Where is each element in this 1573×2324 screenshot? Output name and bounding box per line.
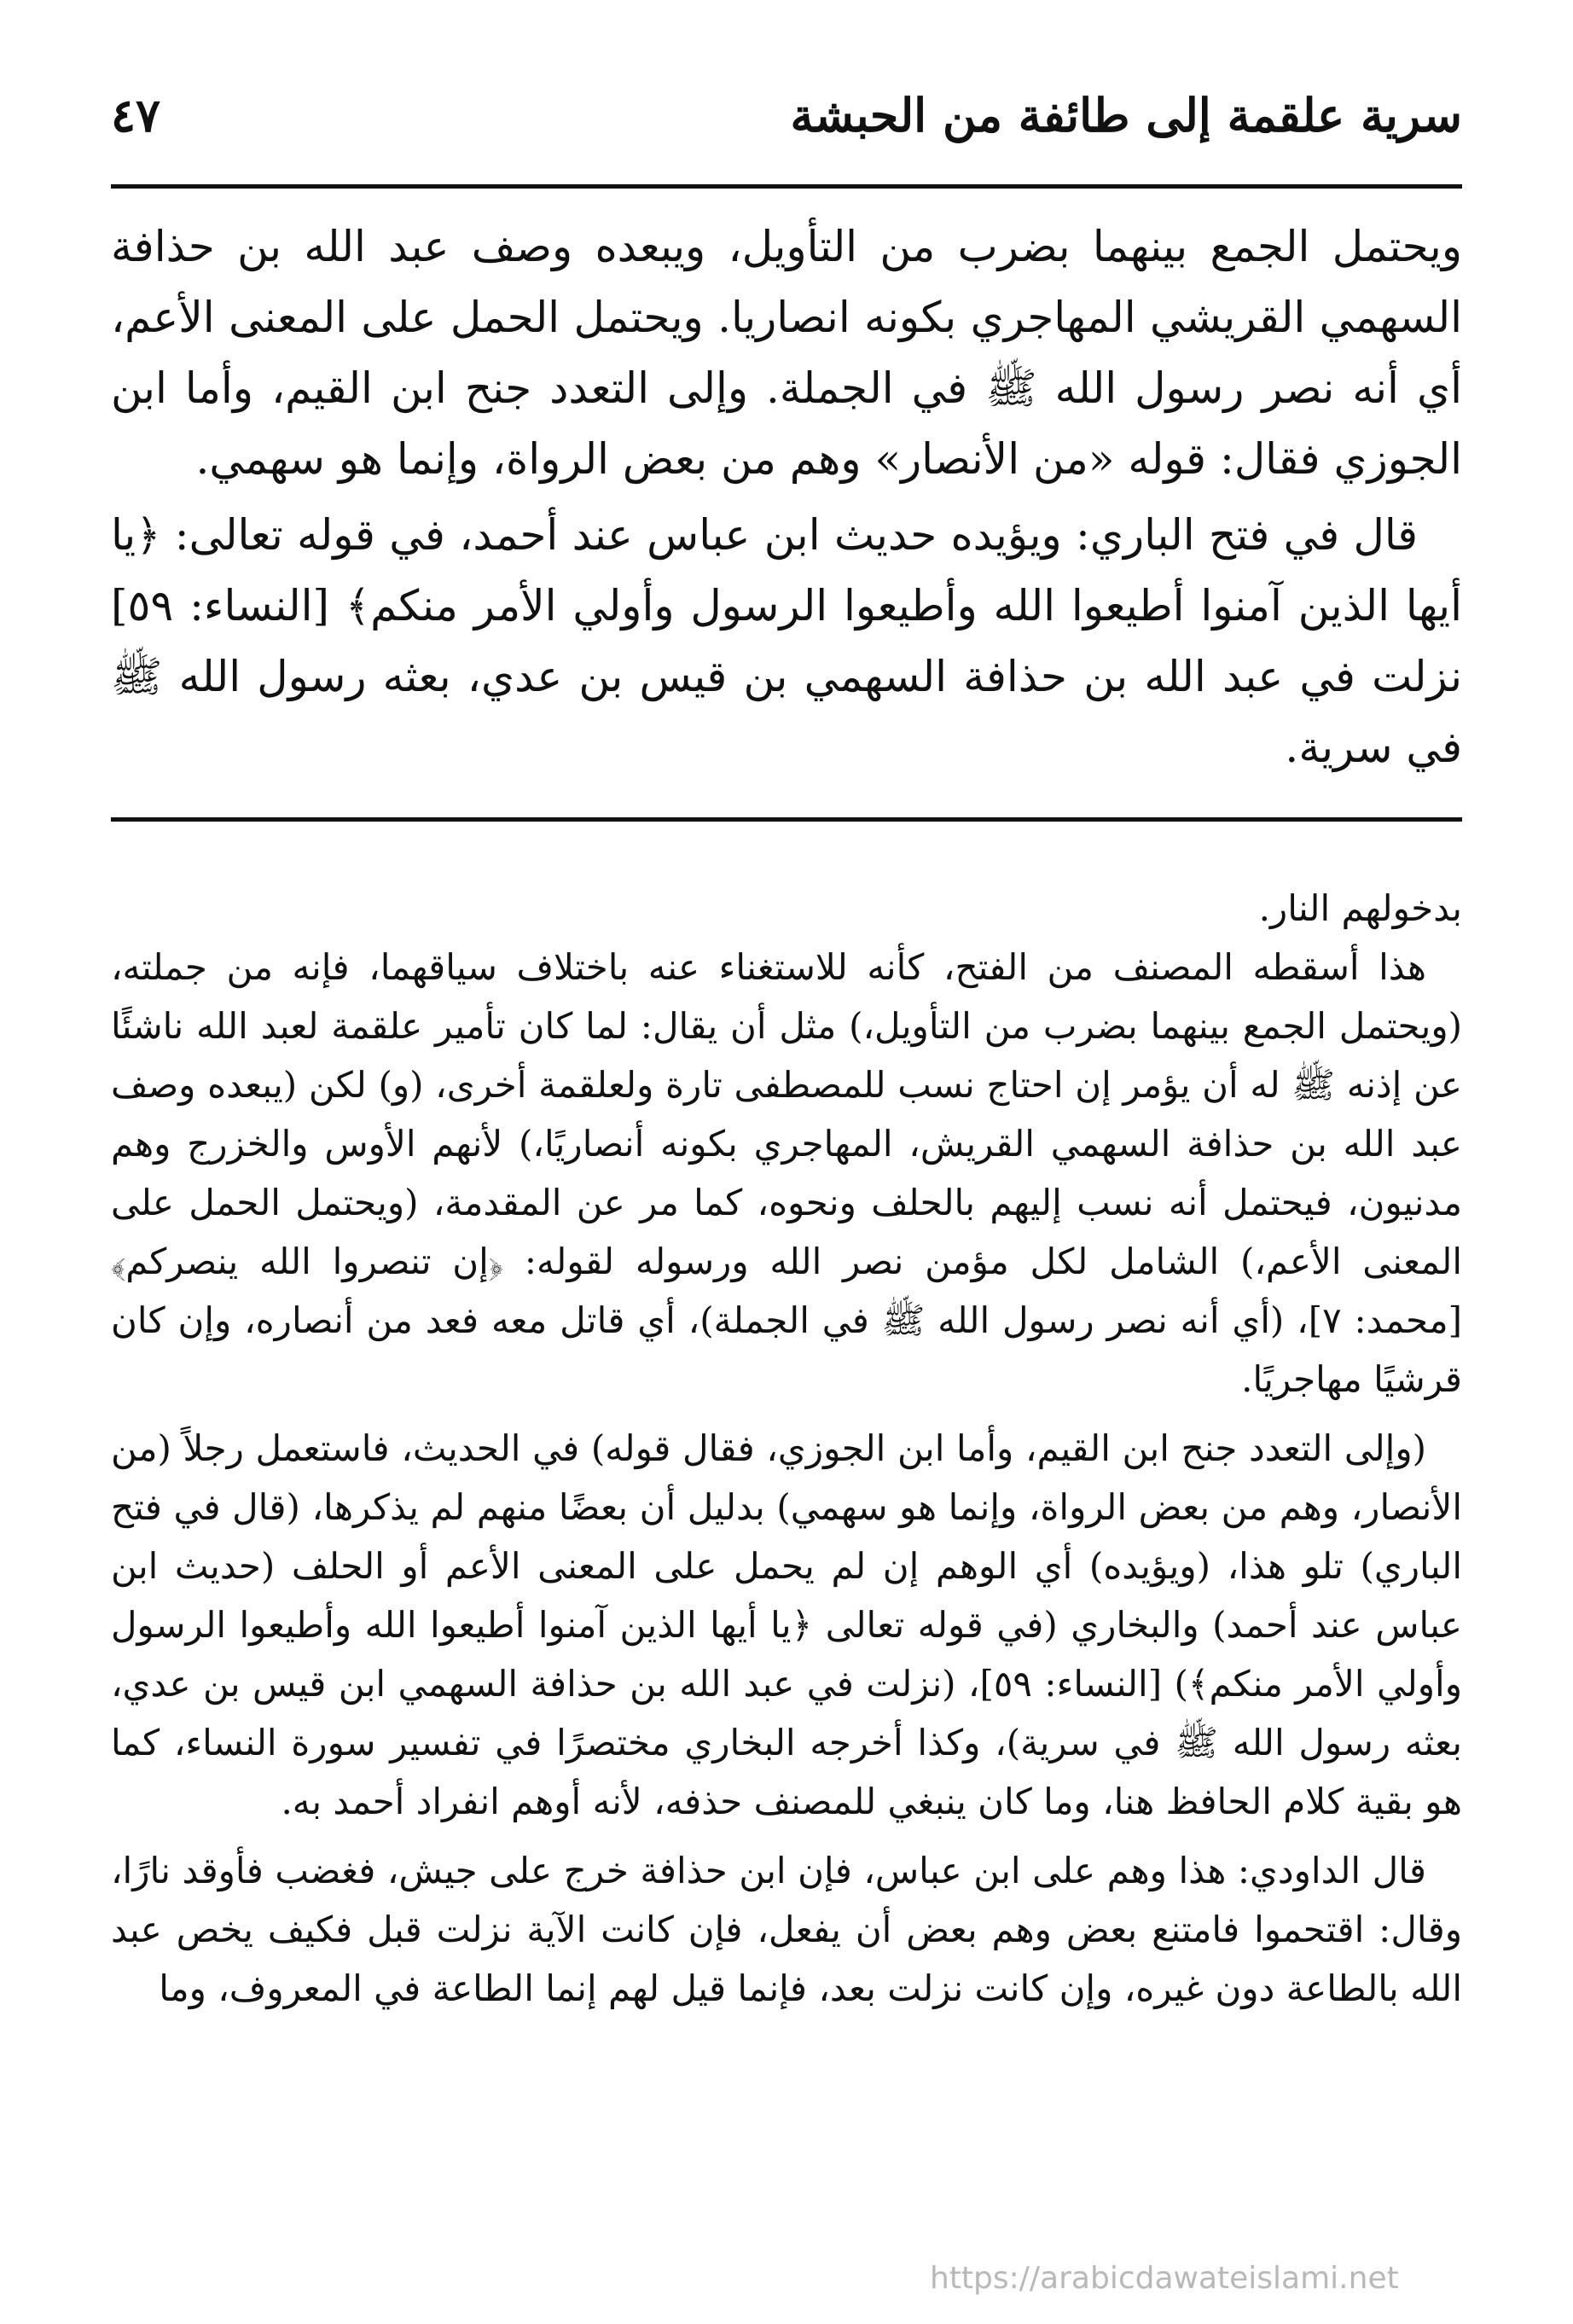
watermark-url: https://arabicdawateislami.net xyxy=(930,2261,1399,2296)
page-number: ٤٧ xyxy=(111,88,161,142)
commentary-text xyxy=(111,879,1462,2018)
page-header xyxy=(111,81,1462,175)
commentary-paragraph: قال الداودي: هذا وهم على ابن عباس، فإن ابن حذافة خرج على جيش، فغضب فأوقد نارًا، وقال: اقتحموا فامتنع بعض وهم بعض أن يفعل، فإن كانت الآية نزلت قبل فكيف يخص عبد الله بالطاعة دون غيره، وإن كانت نزلت بعد، فإنما قيل لهم إنما الطاعة في المعروف، وما xyxy=(111,1850,1462,2009)
main-paragraph: ويحتمل الجمع بينهما بضرب من التأويل، ويبعده وصف عبد الله بن حذافة السهمي القريشي المهاجري بكونه انصاريا. ويحتمل الحمل على المعنى الأعم، أي أنه نصر رسول الله ﷺ في الجملة. وإلى التعدد جنح ابن القيم، وأما ابن الجوزي فقال: قوله «من الأنصار» وهم من بعض الرواة، وإنما هو سهمي. xyxy=(111,222,1462,484)
main-paragraph: قال في فتح الباري: ويؤيده حديث ابن عباس عند أحمد، في قوله تعالى: ﴿يا أيها الذين آمنوا أطيعوا الله وأطيعوا الرسول وأولي الأمر منكم﴾ [النساء: ٥٩] نزلت في عبد الله بن حذافة السهمي بن قيس بن عدي، بعثه رسول الله ﷺ في سرية. xyxy=(111,510,1462,772)
commentary-paragraph: هذا أسقطه المصنف من الفتح، كأنه للاستغناء عنه باختلاف سياقهما، فإنه من جملته، (ويحتمل الجمع بينهما بضرب من التأويل،) مثل أن يقال: لما كان تأمير علقمة لعبد الله ناشئًا عن إذنه ﷺ له أن يؤمر إن احتاج نسب للمصطفى تارة ولعلقمة أخرى، (و) لكن (يبعده وصف عبد الله بن حذافة السهمي القريش، المهاجري بكونه أنصاريًا،) لأنهم الأوس والخزرج وهم مدنيون، فيحتمل أنه نسب إليهم بالحلف ونحوه، كما مر عن المقدمة، (ويحتمل الحمل على المعنى الأعم،) الشامل لكل مؤمن نصر الله ورسوله لقوله: ﴿إن تنصروا الله ينصركم﴾ [محمد: ٧]، (أي أنه نصر رسول الله ﷺ في الجملة)، أي قاتل معه فعد من أنصاره، وإن كان قرشيًا مهاجريًا. xyxy=(111,946,1462,1400)
main-text xyxy=(111,212,1462,783)
header-divider xyxy=(111,184,1462,189)
commentary-paragraph: بدخولهم النار. xyxy=(1258,887,1462,929)
commentary-divider xyxy=(111,817,1462,822)
chapter-title: سرية علقمة إلى طائفة من الحبشة xyxy=(790,88,1462,142)
commentary-paragraph: (وإلى التعدد جنح ابن القيم، وأما ابن الجوزي، فقال قوله) في الحديث، فاستعمل رجلاً (من الأنصار، وهم من بعض الرواة، وإنما هو سهمي) بدليل أن بعضًا منهم لم يذكرها، (قال في فتح الباري) تلو هذا، (ويؤيده) أي الوهم إن لم يحمل على المعنى الأعم أو الحلف (حديث ابن عباس عند أحمد) والبخاري (في قوله تعالى ﴿يا أيها الذين آمنوا أطيعوا الله وأطيعوا الرسول وأولي الأمر منكم﴾) [النساء: ٥٩]، (نزلت في عبد الله بن حذافة السهمي ابن قيس بن عدي، بعثه رسول الله ﷺ في سرية)، وكذا أخرجه البخاري مختصرًا في تفسير سورة النساء، كما هو بقية كلام الحافظ هنا، وما كان ينبغي للمصنف حذفه، لأنه أوهم انفراد أحمد به. xyxy=(111,1427,1462,1822)
